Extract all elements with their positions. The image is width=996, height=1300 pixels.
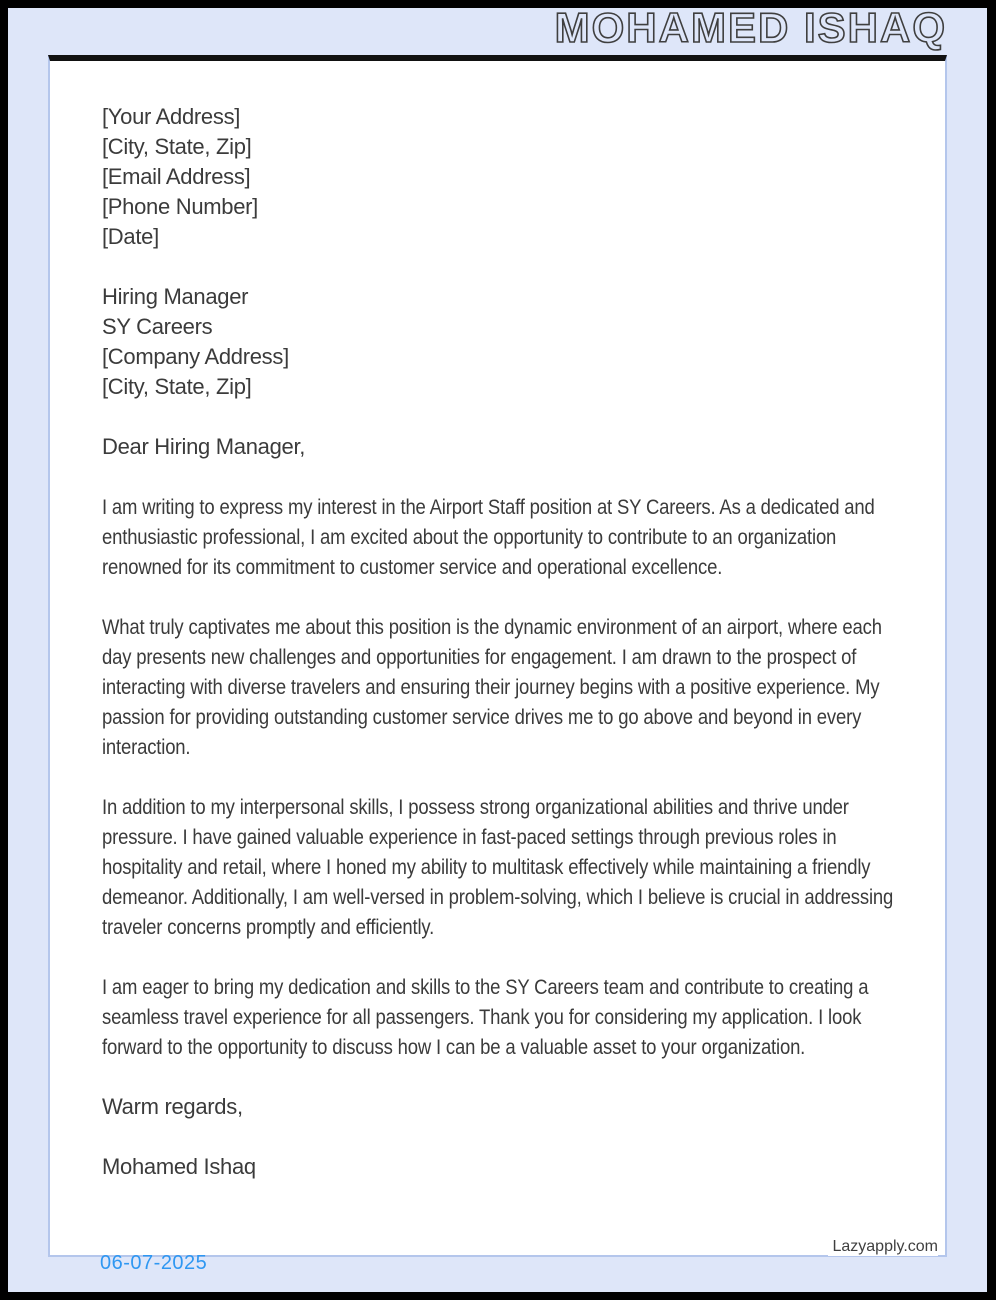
body-paragraph: In addition to my interpersonal skills, I possess strong organizational abilities and thrive under pressure. I have gained valuable experience in fast-paced settings through previous roles in hospitality and retail, where I honed my ability to multitask effectively while maintaining a friendly demeanor. Additionally, I am well-versed in problem-solving, which I believe is crucial in addressing traveler concerns promptly and efficiently.: [102, 795, 894, 939]
sender-address-line: [Email Address]: [102, 164, 251, 189]
sender-address-line: [Date]: [102, 224, 159, 249]
recipient-address-block: [102, 282, 905, 402]
recipient-address-line: Hiring Manager: [102, 284, 249, 309]
body-paragraph: I am eager to bring my dedication and skills to the SY Careers team and contribute to creating a seamless travel experience for all passengers. Thank you for considering my application. I look forward to the opportunity to discuss how I can be a valuable asset to your organization.: [102, 975, 869, 1059]
letter-sheet: [48, 55, 947, 1257]
recipient-address-line: SY Careers: [102, 314, 213, 339]
signature-name: Mohamed Ishaq: [102, 1154, 256, 1179]
sender-address-line: [City, State, Zip]: [102, 134, 252, 159]
page-background: [8, 4, 987, 1292]
body-paragraph: What truly captivates me about this position is the dynamic environment of an airport, where each day presents new challenges and opportunities for engagement. I am drawn to the prospect of interacting with diverse travelers and ensuring their journey begins with a positive experience. My passion for providing outstanding customer service drives me to go above and beyond in every interaction.: [102, 615, 882, 759]
sender-address-line: [Phone Number]: [102, 194, 258, 219]
letter-content: [50, 61, 945, 1182]
closing: Warm regards,: [102, 1094, 243, 1119]
header-name: MOHAMED ISHAQ: [554, 4, 947, 51]
salutation: Dear Hiring Manager,: [102, 434, 306, 459]
sender-address-block: [102, 102, 905, 252]
body-paragraph: I am writing to express my interest in the Airport Staff position at SY Careers. As a dedicated and enthusiastic professional, I am excited about the opportunity to contribute to an organization renowned for its commitment to customer service and operational excellence.: [102, 495, 875, 579]
sender-address-line: [Your Address]: [102, 104, 241, 129]
recipient-address-line: [City, State, Zip]: [102, 374, 252, 399]
watermark: Lazyapply.com: [828, 1238, 938, 1256]
date-stamp: 06-07-2025: [100, 1252, 208, 1274]
recipient-address-line: [Company Address]: [102, 344, 289, 369]
